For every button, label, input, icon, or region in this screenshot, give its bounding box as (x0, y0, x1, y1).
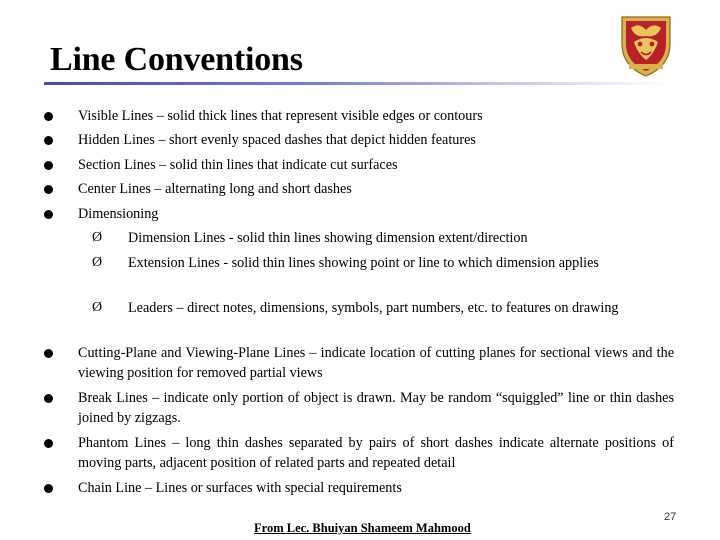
list-item: Break Lines – indicate only portion of object is drawn. May be random “squiggled” line or thin dashes joined by zigzags. (78, 390, 674, 426)
bullet-icon (44, 439, 53, 448)
bullet-icon (44, 112, 53, 121)
slide-title: Line Conventions (50, 41, 303, 78)
bullet-icon (44, 484, 53, 493)
list-item: Section Lines – solid thin lines that indicate cut surfaces (78, 157, 398, 173)
bullet-icon (44, 185, 53, 194)
list-item: Hidden Lines – short evenly spaced dashes that depict hidden features (78, 132, 476, 148)
bullet-icon (44, 349, 53, 358)
footer-credit: From Lec. Bhuiyan Shameem Mahmood (254, 521, 471, 535)
arrow-bullet-icon: Ø (92, 300, 103, 315)
page-number: 27 (664, 511, 677, 523)
bullet-icon (44, 394, 53, 403)
list-item: Dimensioning (78, 206, 159, 222)
list-item: Chain Line – Lines or surfaces with special requirements (78, 480, 402, 496)
sub-list-item: Dimension Lines - solid thin lines showing dimension extent/direction (128, 230, 528, 246)
bullet-icon (44, 161, 53, 170)
bullet-icon (44, 210, 53, 219)
sub-list-item: Leaders – direct notes, dimensions, symbols, part numbers, etc. to features on drawing (128, 300, 619, 316)
list-item: Center Lines – alternating long and short dashes (78, 181, 352, 197)
bullet-icon (44, 136, 53, 145)
arrow-bullet-icon: Ø (92, 255, 103, 270)
list-item: Phantom Lines – long thin dashes separated by pairs of short dashes indicate alternate positions of moving parts, adjacent position of related parts and repeated detail (78, 435, 674, 471)
list-item: Cutting-Plane and Viewing-Plane Lines – indicate location of cutting planes for sectional views and the viewing position for removed partial views (78, 345, 674, 381)
list-item: Visible Lines – solid thick lines that represent visible edges or contours (78, 108, 483, 124)
arrow-bullet-icon: Ø (92, 230, 103, 245)
sub-list-item: Extension Lines - solid thin lines showing point or line to which dimension applies (128, 255, 599, 271)
